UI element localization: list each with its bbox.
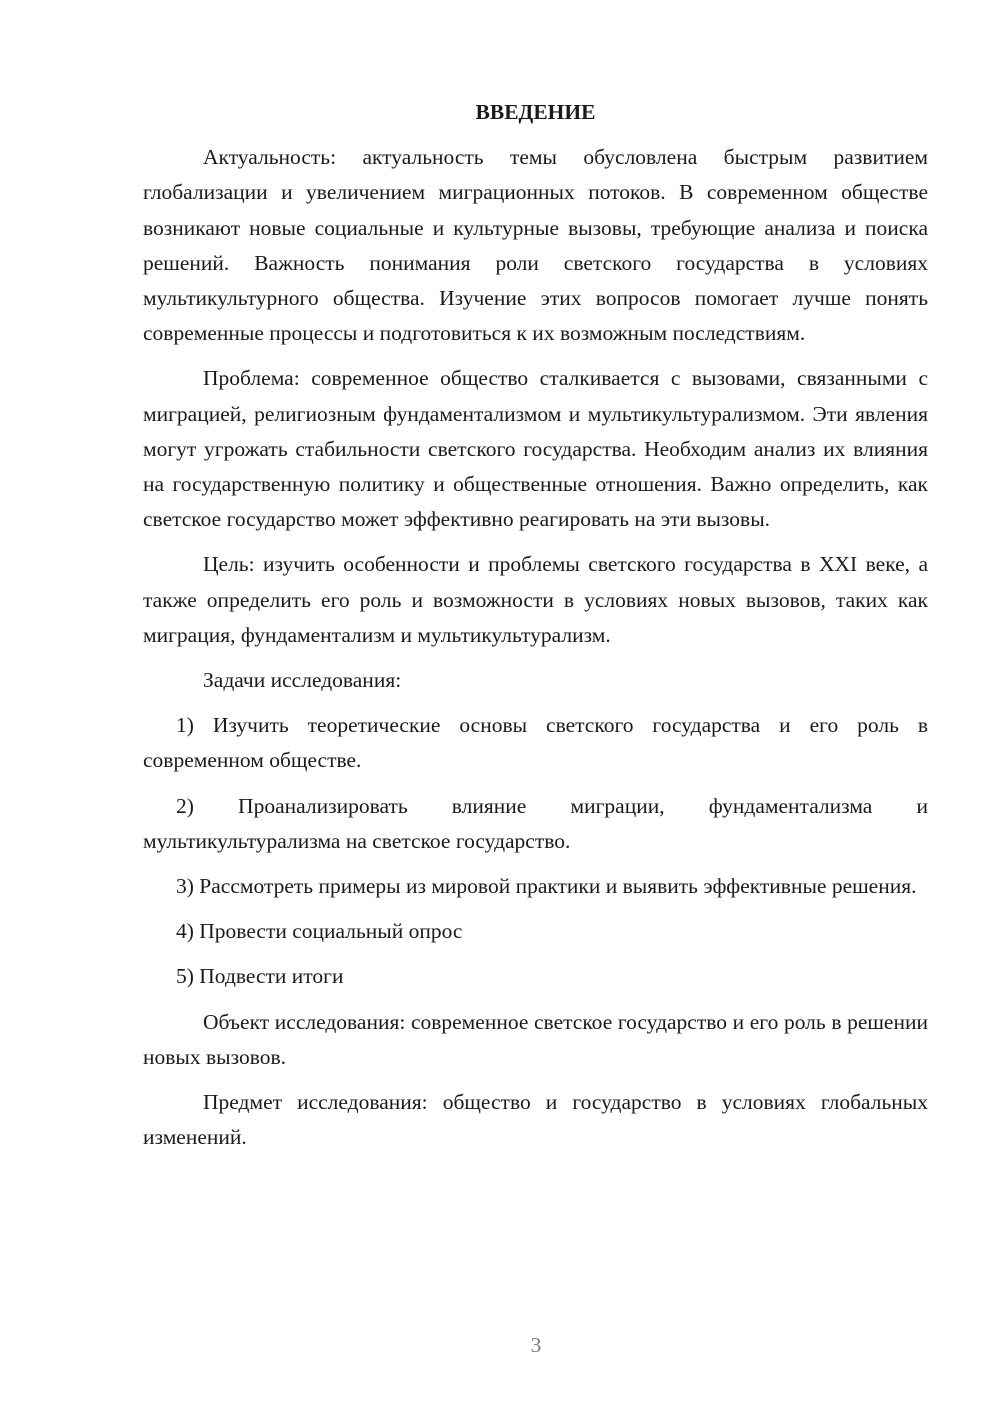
relevance-paragraph: Актуальность: актуальность темы обусловлена быстрым развитием глобализации и увеличением миграционных потоков. В современном обществе возникают новые социальные и культурные вызовы, требующие анализа и поиска решений. Важность понимания роли светского государства в условиях мультикультурного общества. Изучение этих вопросов помогает лучше понять современные процессы и подготовиться к их возможным последствиям.	[143, 145, 928, 346]
problem-paragraph: Проблема: современное общество сталкивается с вызовами, связанными с миграцией, религиозным фундаментализмом и мультикультурализмом. Эти явления могут угрожать стабильности светского государства. Необходим анализ их влияния на государственную политику и общественные отношения. Важно определить, как светское государство может эффективно реагировать на эти вызовы.	[143, 366, 928, 532]
task-item-3: 3) Рассмотреть примеры из мировой практики и выявить эффективные решения.	[176, 874, 917, 899]
task-item-5: 5) Подвести итоги	[176, 964, 344, 989]
page-number: 3	[530, 1333, 542, 1357]
task-item-2: 2) Проанализировать влияние миграции, фундаментализма и мультикультурализма на светское государство.	[143, 793, 928, 853]
object-paragraph: Объект исследования: современное светское государство и его роль в решении новых вызовов.	[143, 1009, 928, 1069]
task-item-4: 4) Провести социальный опрос	[176, 919, 463, 944]
goal-paragraph: Цель: изучить особенности и проблемы светского государства в XXI веке, а также определить его роль и возможности в условиях новых вызовов, таких как миграция, фундаментализм и мультикультурализм.	[143, 552, 928, 647]
section-title: ВВЕДЕНИЕ	[475, 100, 596, 124]
document-body	[143, 95, 928, 1155]
subject-paragraph: Предмет исследования: общество и государство в условиях глобальных изменений.	[143, 1090, 928, 1150]
task-item-1: 1) Изучить теоретические основы светского государства и его роль в современном обществе.	[143, 713, 928, 773]
tasks-heading: Задачи исследования:	[203, 668, 402, 693]
